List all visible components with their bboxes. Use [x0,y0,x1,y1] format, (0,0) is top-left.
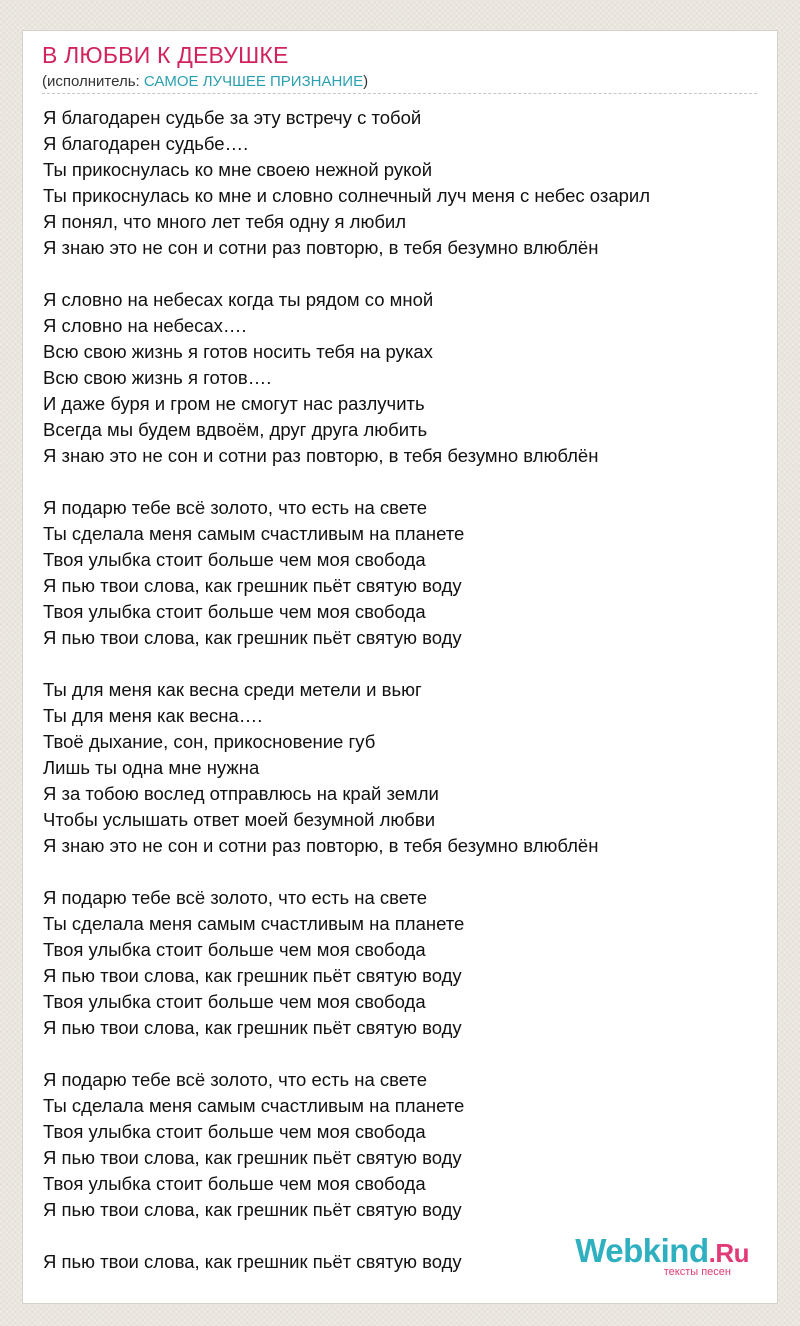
lyric-line: Я подарю тебе всё золото, что есть на свете [43,497,427,518]
lyric-line: Я подарю тебе всё золото, что есть на свете [43,1069,427,1090]
lyric-line: Я словно на небесах когда ты рядом со мной [43,289,434,310]
lyric-line: Чтобы услышать ответ моей безумной любви [43,809,436,830]
lyric-line: Я подарю тебе всё золото, что есть на свете [43,887,427,908]
lyric-line: Я благодарен судьбе за эту встречу с тобой [43,107,422,128]
lyric-line: Я пью твои слова, как грешник пьёт святую воду [43,1017,462,1038]
lyric-line: Я пью твои слова, как грешник пьёт святую воду [43,1147,462,1168]
stanza-break [43,261,758,287]
lyric-line: Лишь ты одна мне нужна [43,757,260,778]
webkind-logo[interactable] [575,1234,749,1278]
lyrics-body [43,105,758,1275]
lyric-line: Ты прикоснулась ко мне и словно солнечный луч меня с небес озарил [43,185,651,206]
lyric-line: Твоя улыбка стоит больше чем моя свобода [43,1121,426,1142]
lyric-line: Я пью твои слова, как грешник пьёт святую воду [43,575,462,596]
stanza-break [43,859,758,885]
lyric-line: Ты для меня как весна среди метели и вьюг [43,679,422,700]
lyric-line: Ты сделала меня самым счастливым на планете [43,913,465,934]
lyric-line: Я понял, что много лет тебя одну я любил [43,211,407,232]
stanza-break [43,651,758,677]
lyrics-card [22,30,778,1304]
lyric-line: Всю свою жизнь я готов…. [43,367,272,388]
artist-link[interactable]: САМОЕ ЛУЧШЕЕ ПРИЗНАНИЕ [143,73,364,90]
lyric-line: Всю свою жизнь я готов носить тебя на руках [43,341,433,362]
song-title: В ЛЮБВИ К ДЕВУШКЕ [42,42,289,68]
logo-name: Webkind [575,1232,709,1269]
lyric-line: Ты сделала меня самым счастливым на планете [43,1095,465,1116]
logo-wordmark [575,1234,749,1270]
artist-line [42,73,368,90]
lyric-line: Твоя улыбка стоит больше чем моя свобода [43,549,426,570]
title-divider [42,93,757,94]
lyric-line: И даже буря и гром не смогут нас разлучить [43,393,425,414]
lyric-line: Твоя улыбка стоит больше чем моя свобода [43,991,426,1012]
lyric-line: Я знаю это не сон и сотни раз повторю, в тебя безумно влюблён [43,445,599,466]
lyric-line: Я благодарен судьбе…. [43,133,249,154]
lyric-line: Я пью твои слова, как грешник пьёт святую воду [43,965,462,986]
lyric-line: Я пью твои слова, как грешник пьёт святую воду [43,1251,462,1272]
lyric-line: Я словно на небесах…. [43,315,247,336]
logo-tld: .Ru [708,1238,749,1268]
lyric-line: Я знаю это не сон и сотни раз повторю, в тебя безумно влюблён [43,237,599,258]
logo-tagline: тексты песен [663,1266,731,1278]
stanza-break [43,1041,758,1067]
lyric-line: Я пью твои слова, как грешник пьёт святую воду [43,627,462,648]
lyric-line: Я пью твои слова, как грешник пьёт святую воду [43,1199,462,1220]
lyric-line: Ты для меня как весна…. [43,705,263,726]
lyric-line: Я знаю это не сон и сотни раз повторю, в тебя безумно влюблён [43,835,599,856]
artist-prefix: (исполнитель: [42,73,144,90]
lyric-line: Всегда мы будем вдвоём, друг друга любить [43,419,428,440]
lyric-line: Ты прикоснулась ко мне своею нежной рукой [43,159,433,180]
stanza-break [43,469,758,495]
lyric-line: Твоя улыбка стоит больше чем моя свобода [43,939,426,960]
artist-suffix: ) [363,73,369,90]
lyric-line: Ты сделала меня самым счастливым на планете [43,523,465,544]
lyric-line: Твоя улыбка стоит больше чем моя свобода [43,601,426,622]
lyric-line: Твоё дыхание, сон, прикосновение губ [43,731,376,752]
lyric-line: Твоя улыбка стоит больше чем моя свобода [43,1173,426,1194]
lyric-line: Я за тобою вослед отправлюсь на край земли [43,783,439,804]
